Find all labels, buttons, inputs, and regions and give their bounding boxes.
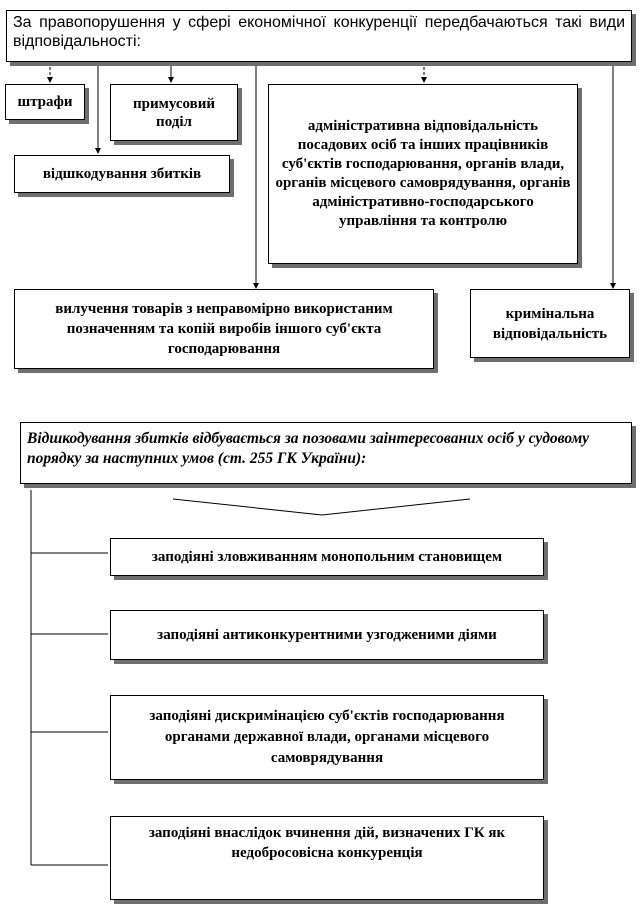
criminal-liability-box: кримінальна відповідальність (470, 289, 630, 358)
condition-item: заподіяні антиконкурентними узгодженими діями (110, 610, 544, 660)
admin-liability-box: адміністративна відповідальність посадових осіб та інших працівників суб'єктів господарювання, органів влади, органів місцевого самоврядування, органів адміністративно-господарського управління та контролю (268, 84, 578, 264)
condition-item: заподіяні зловживанням монопольним становищем (110, 538, 544, 576)
penalties-box: штрафи (5, 84, 85, 120)
seizure-box: вилучення товарів з неправомірно використаним позначенням та копій виробів іншого суб'єкта господарювання (14, 289, 434, 369)
condition-item: заподіяні внаслідок вчинення дій, визначених ГК як недобросовісна конкуренція (110, 816, 544, 900)
condition-item: заподіяні дискримінацією суб'єктів господарювання органами державної влади, органами місцевого самоврядування (110, 695, 544, 780)
damages-conditions-header: Відшкодування збитків відбувається за позовами заінтересованих осіб у судовому порядку за наступних умов (ст. 255 ГК України): (20, 422, 632, 484)
forced-division-box: примусовий поділ (110, 84, 238, 141)
damages-box: відшкодування збитків (14, 155, 230, 193)
liability-types-header: За правопорушення у сфері економічної конкуренції передбачаються такі види відповідальності: (6, 10, 632, 62)
